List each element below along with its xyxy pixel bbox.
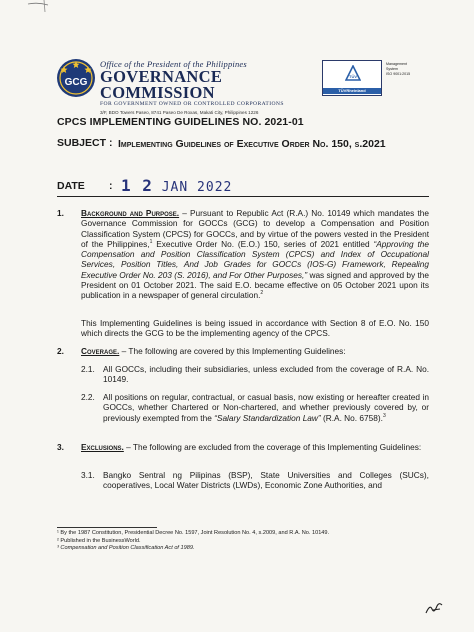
item-number: 3.1.	[81, 470, 95, 480]
office-of-text: Office of the President of the Philippines	[100, 59, 247, 69]
section-heading: Exclusions.	[81, 442, 124, 452]
org-name: GOVERNANCE COMMISSION	[100, 67, 223, 102]
section-number: 3.	[57, 442, 64, 452]
document-title: CPCS IMPLEMENTING GUIDELINES NO. 2021-01	[57, 116, 304, 128]
date-stamp	[121, 176, 232, 195]
date-colon: :	[109, 180, 113, 192]
subject-colon: :	[109, 137, 113, 149]
iso-certification-badge	[322, 60, 424, 96]
footnote-ref: 2	[260, 290, 264, 297]
cert-text-line: ISO 9001:2015	[386, 72, 411, 76]
section-text: – Pursuant to Republic Act (R.A.) No. 10149 which mandates the Governance Commission for GOCCs (GCG) to develop a Compensation and Position Classification System (CPCS) for GOCCs, and by virtue of the powers vested in the President of the Philippines,	[81, 208, 429, 249]
date-row	[57, 176, 427, 198]
cert-text-line: Management	[386, 62, 407, 66]
section-1-paragraph-1	[81, 208, 429, 301]
law-title: “Salary Standardization Law”	[214, 412, 321, 423]
item-text-part: All positions on regular, contractual, or casual basis, now existing or hereafter created in GOCCs, whether Chartered or Non-chartered, and whether previously covered by, or previously exempted from the	[103, 392, 429, 423]
cert-logo-text: TÜV	[349, 74, 357, 79]
initials-signature	[424, 600, 444, 616]
org-subtitle: FOR GOVERNMENT OWNED OR CONTROLLED CORPORATIONS	[100, 101, 284, 107]
eo-title: “Approving the Compensation and Position Classification System (CPCS) and Index of Occupational Services, Position Titles, And Job Grades for GOCCs (IOS-G) Framework, Repealing Executive Order No. 203 (S. 2016), and For Other Purposes,”	[81, 238, 429, 280]
section-text: was signed and approved by the President on 01 October 2021. The said E.O. became effective on 05 October 2021 upon its publication in a newspaper of general circulation.	[81, 269, 429, 301]
header-divider	[57, 196, 429, 197]
item-text	[103, 392, 429, 423]
footnote-1: ¹ By the 1987 Constitution, Presidential Decree No. 1597, Joint Resolution No. 4, s.2009, and R.A. No. 10149.	[57, 530, 330, 536]
date-label: DATE	[57, 180, 85, 192]
date-stamp-month-year: JAN 2022	[161, 180, 233, 195]
seal-text: GCG	[64, 77, 88, 88]
cert-sub: TÜVRheinland	[323, 88, 381, 94]
section-text: This Implementing Guidelines is being issued in accordance with Section 8 of E.O. No. 150 which directs the GCG to be the implementing agency of the CPCS.	[81, 318, 429, 339]
section-heading: Coverage.	[81, 346, 120, 356]
item-number: 2.1.	[81, 364, 95, 374]
gcg-seal-logo	[56, 58, 96, 98]
cert-box	[322, 60, 382, 96]
cert-text	[386, 62, 426, 77]
section-heading: Background and Purpose.	[81, 208, 180, 218]
letterhead	[56, 58, 426, 115]
item-text: All GOCCs, including their subsidiaries, unless excluded from the coverage of R.A. No. 10149.	[103, 364, 429, 385]
section-number: 2.	[57, 346, 64, 356]
org-block	[100, 59, 340, 116]
subject-text: Implementing Guidelines of Executive Order No. 150, s.2021	[118, 138, 386, 150]
section-text: – The following are covered by this Implementing Guidelines:	[119, 346, 346, 356]
footnote-2: ² Published in the BusinessWorld.	[57, 537, 141, 544]
item-text: Bangko Sentral ng Pilipinas (BSP), State Universities and Colleges (SUCs), cooperatives, Local Water Districts (LWDs), Economic Zone Authorities, and	[103, 470, 429, 491]
subject-label: SUBJECT	[57, 137, 107, 149]
scan-mark	[26, 0, 54, 16]
footnote-divider	[57, 527, 157, 528]
footnote-ref: 1	[149, 238, 153, 245]
section-number: 1.	[57, 208, 64, 218]
section-text: – The following are excluded from the coverage of this Implementing Guidelines:	[123, 442, 422, 452]
section-3-intro	[81, 442, 429, 452]
date-stamp-day: 1 2	[121, 176, 153, 195]
footnote-3: ³ Compensation and Position Classification Act of 1989.	[57, 545, 195, 552]
item-number: 2.2.	[81, 392, 95, 402]
section-text: Executive Order No. (E.O.) 150, series of 2021 entitled	[152, 238, 374, 249]
tuv-triangle-icon	[345, 65, 361, 83]
cert-text-line: System	[386, 67, 398, 71]
footnotes	[57, 530, 429, 553]
item-text-part: (R.A. No. 6758).	[320, 412, 383, 423]
footnote-ref: 3	[382, 412, 386, 419]
org-address: 3/F, BDO Towers Paseo, 8741 Paseo De Roxas, Makati City, Philippines 1226	[100, 110, 259, 115]
section-2-intro	[81, 346, 429, 356]
